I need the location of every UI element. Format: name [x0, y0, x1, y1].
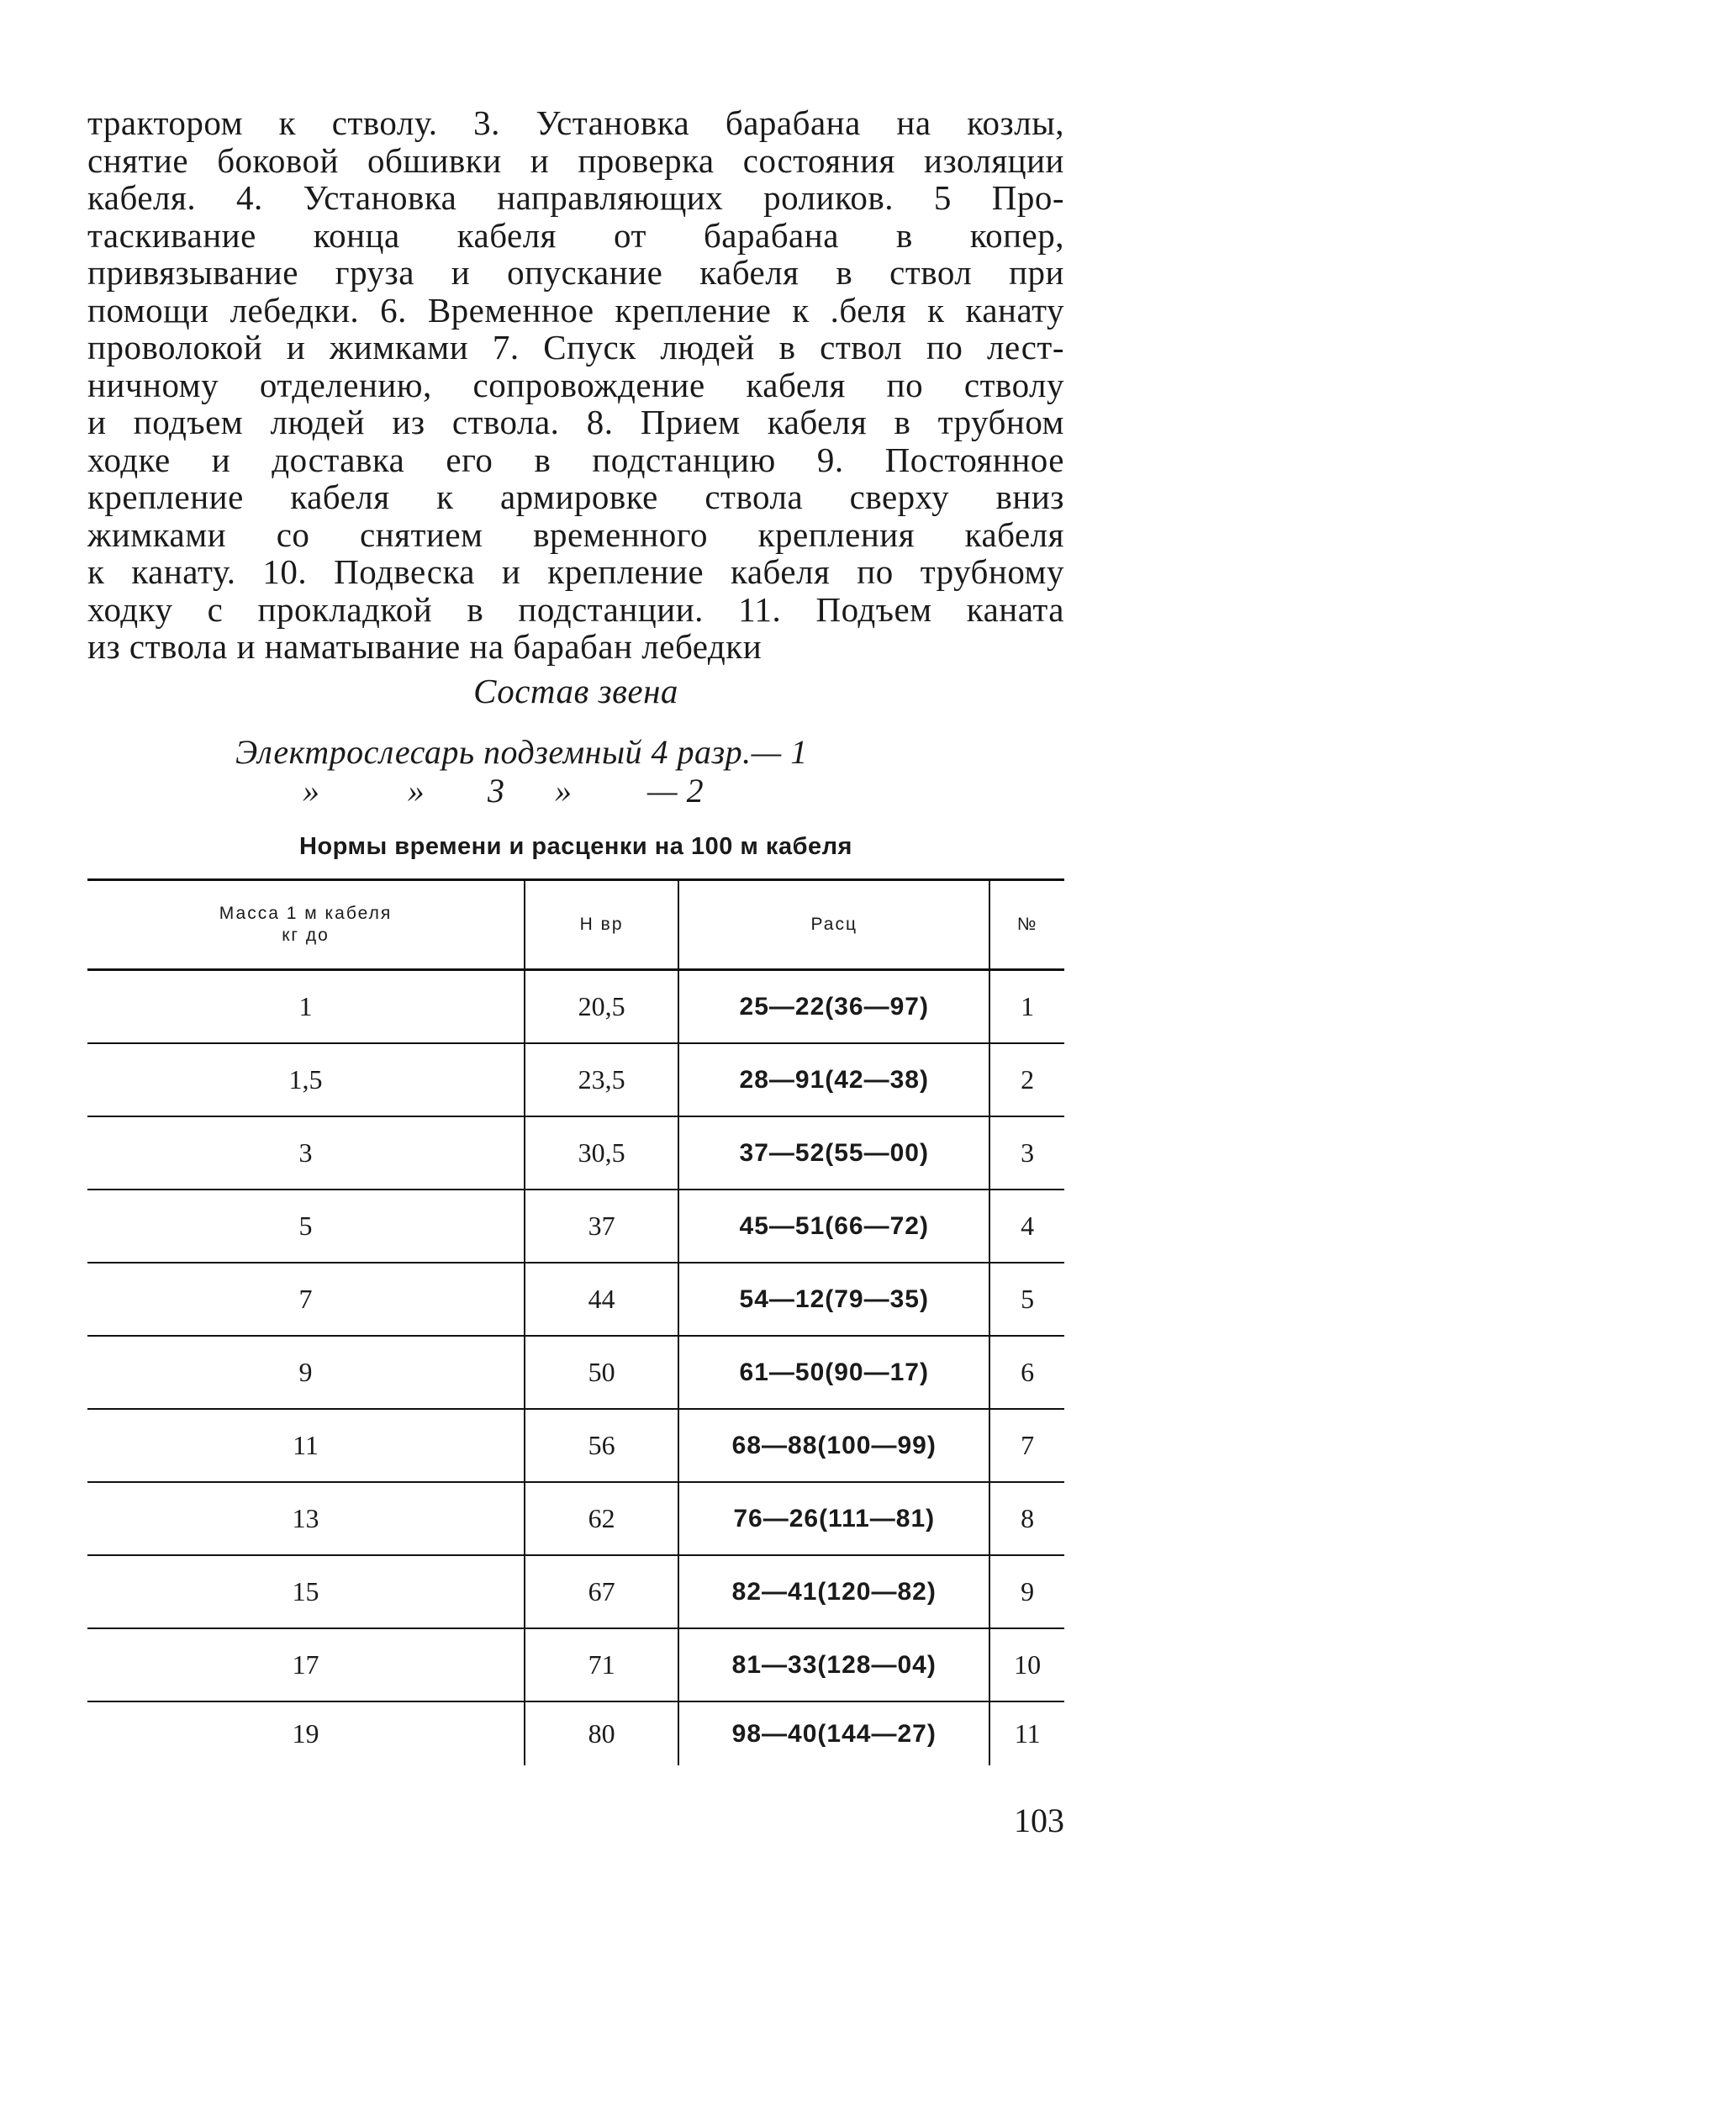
crew-ditto-mark: »	[555, 772, 573, 810]
cell-rate: 81—33(128—04)	[678, 1628, 989, 1701]
body-line: к канату. 10. Подвеска и крепление кабеля по трубному	[87, 552, 1064, 591]
norms-table	[87, 878, 1064, 1765]
cell-rate: 54—12(79—35)	[678, 1263, 989, 1336]
cell-number: 11	[989, 1701, 1064, 1765]
header-rate: Расц	[678, 880, 989, 970]
cell-norm: 80	[525, 1701, 678, 1765]
crew-count: — 2	[647, 772, 704, 810]
page-number: 103	[1014, 1802, 1064, 1839]
crew-ditto-mark: »	[407, 772, 425, 810]
table-row	[87, 1116, 1064, 1190]
cell-mass: 11	[87, 1409, 525, 1482]
cell-mass: 15	[87, 1555, 525, 1628]
body-line: кабеля. 4. Установка направляющих роликов. 5 Про-	[87, 178, 1064, 217]
crew-composition	[235, 733, 808, 810]
section-heading: Состав звена	[473, 672, 678, 710]
cell-norm: 62	[525, 1482, 678, 1555]
table-row	[87, 1482, 1064, 1555]
header-norm: Н вр	[525, 880, 678, 970]
table-row	[87, 970, 1064, 1044]
cell-number: 8	[989, 1482, 1064, 1555]
header-mass	[87, 880, 525, 970]
body-line: крепление кабеля к армировке ствола сверху вниз	[87, 477, 1064, 516]
cell-rate: 61—50(90—17)	[678, 1336, 989, 1409]
cell-norm: 23,5	[525, 1043, 678, 1116]
table-row	[87, 1628, 1064, 1701]
body-line: трактором к стволу. 3. Установка барабана на козлы,	[87, 103, 1064, 142]
cell-number: 10	[989, 1628, 1064, 1701]
cell-rate: 25—22(36—97)	[678, 970, 989, 1044]
body-paragraph	[87, 104, 1064, 666]
table-row	[87, 1409, 1064, 1482]
table-row	[87, 1336, 1064, 1409]
body-line: из ствола и наматывание на барабан лебедки	[87, 627, 762, 666]
cell-mass: 1	[87, 970, 525, 1044]
cell-number: 7	[989, 1409, 1064, 1482]
cell-rate: 98—40(144—27)	[678, 1701, 989, 1765]
cell-number: 2	[989, 1043, 1064, 1116]
cell-number: 1	[989, 970, 1064, 1044]
cell-mass: 7	[87, 1263, 525, 1336]
header-mass-line1: Масса 1 м кабеля	[219, 904, 393, 923]
cell-norm: 71	[525, 1628, 678, 1701]
cell-number: 6	[989, 1336, 1064, 1409]
cell-number: 5	[989, 1263, 1064, 1336]
body-line: жимками со снятием временного крепления кабеля	[87, 514, 1064, 554]
cell-mass: 5	[87, 1190, 525, 1263]
body-line: ходке и доставка его в подстанцию 9. Постоянное	[87, 440, 1064, 479]
cell-mass: 13	[87, 1482, 525, 1555]
cell-rate: 68—88(100—99)	[678, 1409, 989, 1482]
table-header-row	[87, 880, 1064, 970]
cell-mass: 19	[292, 1718, 319, 1749]
body-line: привязывание груза и опускание кабеля в ствол при	[87, 253, 1064, 292]
cell-number: 3	[989, 1116, 1064, 1190]
cell-norm: 44	[525, 1263, 678, 1336]
body-line: снятие боковой обшивки и проверка состояния изоляции	[87, 140, 1064, 180]
cell-rate: 82—41(120—82)	[678, 1555, 989, 1628]
crew-row	[235, 733, 808, 772]
cell-number: 4	[989, 1190, 1064, 1263]
table-caption: Нормы времени и расценки на 100 м кабеля	[299, 833, 852, 860]
crew-grade: 3	[488, 772, 505, 810]
cell-rate: 45—51(66—72)	[678, 1190, 989, 1263]
cell-norm: 67	[525, 1555, 678, 1628]
cell-mass: 9	[87, 1336, 525, 1409]
header-mass-line2: кг до	[282, 926, 330, 945]
cell-norm: 30,5	[525, 1116, 678, 1190]
cell-norm: 37	[525, 1190, 678, 1263]
table-row	[87, 1701, 1064, 1765]
body-line: ходку с прокладкой в подстанции. 11. Подъем каната	[87, 589, 1064, 629]
table-row	[87, 1043, 1064, 1116]
body-line: ничному отделению, сопровождение кабеля по стволу	[87, 365, 1064, 404]
cell-rate: 28—91(42—38)	[678, 1043, 989, 1116]
cell-mass: 17	[87, 1628, 525, 1701]
table-row	[87, 1190, 1064, 1263]
cell-number: 9	[989, 1555, 1064, 1628]
crew-ditto-mark: »	[303, 772, 320, 810]
cell-mass: 3	[87, 1116, 525, 1190]
cell-rate: 37—52(55—00)	[678, 1116, 989, 1190]
cell-norm: 50	[525, 1336, 678, 1409]
header-number: №	[989, 880, 1064, 970]
body-line: проволокой и жимками 7. Спуск людей в ствол по лест-	[87, 328, 1064, 367]
cell-norm: 56	[525, 1409, 678, 1482]
crew-row	[235, 772, 808, 810]
body-line: таскивание конца кабеля от барабана в копер,	[87, 215, 1064, 255]
table-row	[87, 1263, 1064, 1336]
body-line: помощи лебедки. 6. Временное крепление к .беля к канату	[87, 290, 1064, 330]
cell-norm: 20,5	[525, 970, 678, 1044]
cell-mass: 1,5	[87, 1043, 525, 1116]
body-line: и подъем людей из ствола. 8. Прием кабеля в трубном	[87, 403, 1064, 441]
cell-rate: 76—26(111—81)	[678, 1482, 989, 1555]
crew-member-title: Электрослесарь подземный 4 разр.— 1	[235, 733, 808, 771]
table-row	[87, 1555, 1064, 1628]
